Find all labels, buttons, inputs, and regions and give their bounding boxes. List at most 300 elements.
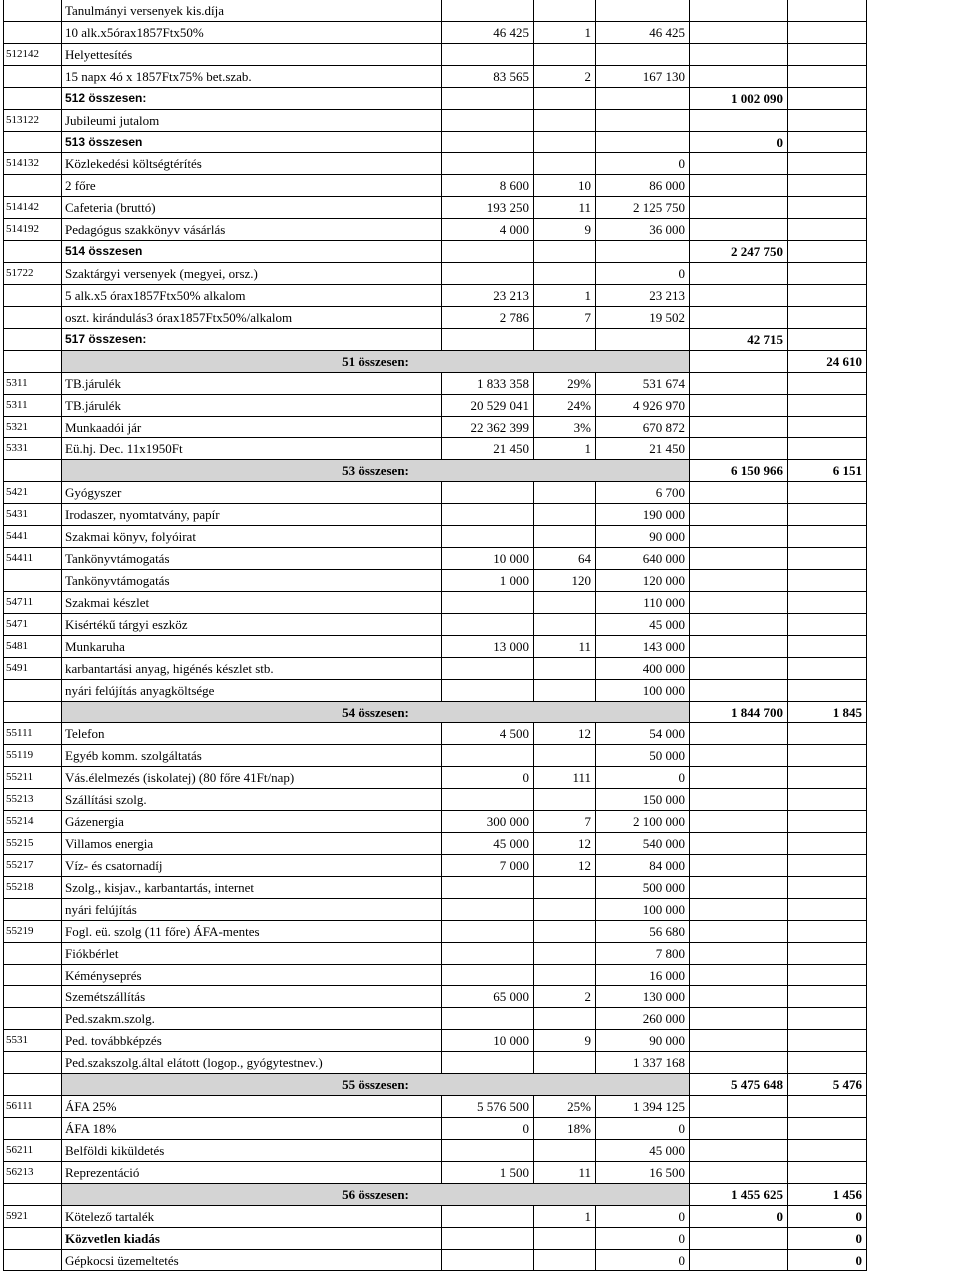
table-row bbox=[0, 1008, 960, 1030]
subtotal-value bbox=[690, 504, 788, 526]
subtotal-value bbox=[690, 44, 788, 66]
amount-cell: 50 000 bbox=[596, 745, 690, 767]
subtotal-value bbox=[690, 592, 788, 614]
total-value bbox=[788, 438, 867, 460]
subtotal-value bbox=[690, 373, 788, 395]
account-code-cell bbox=[3, 1228, 62, 1250]
table-row bbox=[0, 241, 960, 263]
total-value bbox=[788, 899, 867, 921]
account-code-cell: 55213 bbox=[3, 789, 62, 811]
quantity-cell: 25% bbox=[534, 1096, 596, 1118]
total-value bbox=[788, 745, 867, 767]
subtotal-value bbox=[690, 1096, 788, 1118]
account-code-cell: 5321 bbox=[3, 417, 62, 439]
total-value bbox=[788, 504, 867, 526]
account-code-cell: 55119 bbox=[3, 745, 62, 767]
unit-price-cell: 46 425 bbox=[442, 22, 534, 44]
subtotal-value bbox=[690, 789, 788, 811]
unit-price-cell bbox=[442, 745, 534, 767]
quantity-cell bbox=[534, 789, 596, 811]
amount-cell: 670 872 bbox=[596, 417, 690, 439]
unit-price-cell bbox=[442, 263, 534, 285]
quantity-cell bbox=[534, 899, 596, 921]
amount-cell: 90 000 bbox=[596, 526, 690, 548]
subtotal-value bbox=[690, 110, 788, 132]
amount-cell: 21 450 bbox=[596, 438, 690, 460]
quantity-cell: 111 bbox=[534, 767, 596, 789]
table-row bbox=[0, 1030, 960, 1052]
amount-cell bbox=[596, 329, 690, 351]
unit-price-cell bbox=[442, 614, 534, 636]
unit-price-cell: 300 000 bbox=[442, 811, 534, 833]
quantity-cell bbox=[534, 504, 596, 526]
amount-cell: 36 000 bbox=[596, 219, 690, 241]
total-value bbox=[788, 417, 867, 439]
account-code-cell bbox=[3, 460, 62, 482]
quantity-cell: 12 bbox=[534, 723, 596, 745]
amount-cell: 150 000 bbox=[596, 789, 690, 811]
subtotal-value bbox=[690, 197, 788, 219]
description-cell: Ped.szakm.szolg. bbox=[62, 1008, 442, 1030]
total-value: 1 845 bbox=[788, 702, 867, 724]
unit-price-cell bbox=[442, 1052, 534, 1074]
amount-cell: 110 000 bbox=[596, 592, 690, 614]
amount-cell: 90 000 bbox=[596, 1030, 690, 1052]
quantity-cell bbox=[534, 745, 596, 767]
description-cell: nyári felújítás bbox=[62, 899, 442, 921]
table-row bbox=[0, 132, 960, 154]
total-value bbox=[788, 723, 867, 745]
total-value: 24 610 bbox=[788, 351, 867, 373]
account-code-cell bbox=[3, 329, 62, 351]
table-row bbox=[0, 1162, 960, 1184]
unit-price-cell: 10 000 bbox=[442, 548, 534, 570]
table-row bbox=[0, 22, 960, 44]
description-cell: Szaktárgyi versenyek (megyei, orsz.) bbox=[62, 263, 442, 285]
account-code-cell: 5481 bbox=[3, 636, 62, 658]
account-code-cell: 56211 bbox=[3, 1140, 62, 1162]
subtotal-value bbox=[690, 1162, 788, 1184]
quantity-cell bbox=[534, 88, 596, 110]
total-value bbox=[788, 592, 867, 614]
account-code-cell: 5471 bbox=[3, 614, 62, 636]
table-row bbox=[0, 570, 960, 592]
unit-price-cell: 83 565 bbox=[442, 66, 534, 88]
amount-cell: 4 926 970 bbox=[596, 395, 690, 417]
total-value bbox=[788, 373, 867, 395]
description-cell: Kötelező tartalék bbox=[62, 1206, 442, 1228]
account-code-cell bbox=[3, 965, 62, 987]
account-code-cell bbox=[3, 66, 62, 88]
amount-cell bbox=[596, 0, 690, 22]
table-row bbox=[0, 965, 960, 987]
total-value bbox=[788, 1118, 867, 1140]
description-cell: oszt. kirándulás3 órax1857Ftx50%/alkalom bbox=[62, 307, 442, 329]
group-total-label: 53 összesen: bbox=[62, 460, 690, 482]
account-code-cell bbox=[3, 22, 62, 44]
quantity-cell bbox=[534, 482, 596, 504]
total-value bbox=[788, 658, 867, 680]
quantity-cell bbox=[534, 1228, 596, 1250]
subtotal-value bbox=[690, 417, 788, 439]
total-value bbox=[788, 855, 867, 877]
amount-cell: 45 000 bbox=[596, 614, 690, 636]
total-value bbox=[788, 153, 867, 175]
quantity-cell: 9 bbox=[534, 219, 596, 241]
quantity-cell: 24% bbox=[534, 395, 596, 417]
subtotal-value bbox=[690, 833, 788, 855]
table-row bbox=[0, 88, 960, 110]
amount-cell: 100 000 bbox=[596, 899, 690, 921]
quantity-cell: 120 bbox=[534, 570, 596, 592]
account-code-cell: 51722 bbox=[3, 263, 62, 285]
quantity-cell: 2 bbox=[534, 66, 596, 88]
subtotal-value bbox=[690, 723, 788, 745]
account-code-cell bbox=[3, 1250, 62, 1272]
description-cell: Cafeteria (bruttó) bbox=[62, 197, 442, 219]
table-row bbox=[0, 285, 960, 307]
quantity-cell: 1 bbox=[534, 22, 596, 44]
table-row bbox=[0, 329, 960, 351]
quantity-cell bbox=[534, 132, 596, 154]
unit-price-cell bbox=[442, 899, 534, 921]
description-cell: Közvetlen kiadás bbox=[62, 1228, 442, 1250]
description-cell: Telefon bbox=[62, 723, 442, 745]
unit-price-cell bbox=[442, 88, 534, 110]
unit-price-cell: 65 000 bbox=[442, 986, 534, 1008]
description-cell: Vás.élelmezés (iskolatej) (80 főre 41Ft/nap) bbox=[62, 767, 442, 789]
total-value: 0 bbox=[788, 1250, 867, 1272]
amount-cell: 23 213 bbox=[596, 285, 690, 307]
total-value bbox=[788, 877, 867, 899]
table-row bbox=[0, 219, 960, 241]
table-row bbox=[0, 1206, 960, 1228]
total-value bbox=[788, 1162, 867, 1184]
quantity-cell: 7 bbox=[534, 307, 596, 329]
account-code-cell bbox=[3, 175, 62, 197]
unit-price-cell: 1 500 bbox=[442, 1162, 534, 1184]
table-row bbox=[0, 592, 960, 614]
account-code-cell: 514132 bbox=[3, 153, 62, 175]
amount-cell: 190 000 bbox=[596, 504, 690, 526]
description-cell: Pedagógus szakkönyv vásárlás bbox=[62, 219, 442, 241]
amount-cell: 86 000 bbox=[596, 175, 690, 197]
quantity-cell bbox=[534, 658, 596, 680]
description-cell: Gépkocsi üzemeltetés bbox=[62, 1250, 442, 1272]
total-value: 0 bbox=[788, 1228, 867, 1250]
total-value bbox=[788, 263, 867, 285]
subtotal-value bbox=[690, 1008, 788, 1030]
account-code-cell bbox=[3, 570, 62, 592]
amount-cell: 0 bbox=[596, 1250, 690, 1272]
subtotal-value bbox=[690, 811, 788, 833]
amount-cell: 531 674 bbox=[596, 373, 690, 395]
account-code-cell bbox=[3, 351, 62, 373]
account-code-cell: 55211 bbox=[3, 767, 62, 789]
amount-cell bbox=[596, 88, 690, 110]
account-code-cell bbox=[3, 285, 62, 307]
description-cell: TB.járulék bbox=[62, 373, 442, 395]
account-code-cell bbox=[3, 1074, 62, 1096]
description-cell: Tankönyvtámogatás bbox=[62, 548, 442, 570]
subtotal-value bbox=[690, 1030, 788, 1052]
amount-cell: 540 000 bbox=[596, 833, 690, 855]
table-row bbox=[0, 921, 960, 943]
table-row bbox=[0, 44, 960, 66]
account-code-cell: 55218 bbox=[3, 877, 62, 899]
unit-price-cell: 23 213 bbox=[442, 285, 534, 307]
account-code-cell: 514142 bbox=[3, 197, 62, 219]
amount-cell bbox=[596, 132, 690, 154]
unit-price-cell: 4 500 bbox=[442, 723, 534, 745]
quantity-cell bbox=[534, 0, 596, 22]
quantity-cell: 10 bbox=[534, 175, 596, 197]
table-row bbox=[0, 899, 960, 921]
table-row bbox=[0, 153, 960, 175]
table-row bbox=[0, 680, 960, 702]
unit-price-cell: 20 529 041 bbox=[442, 395, 534, 417]
subtotal-value bbox=[690, 395, 788, 417]
subtotal-label: 513 összesen bbox=[62, 132, 442, 154]
account-code-cell bbox=[3, 702, 62, 724]
unit-price-cell bbox=[442, 110, 534, 132]
account-code-cell bbox=[3, 1052, 62, 1074]
total-value bbox=[788, 570, 867, 592]
unit-price-cell: 0 bbox=[442, 1118, 534, 1140]
total-value bbox=[788, 1008, 867, 1030]
table-row bbox=[0, 1052, 960, 1074]
table-row bbox=[0, 658, 960, 680]
table-row bbox=[0, 614, 960, 636]
unit-price-cell: 193 250 bbox=[442, 197, 534, 219]
unit-price-cell: 7 000 bbox=[442, 855, 534, 877]
total-value bbox=[788, 110, 867, 132]
subtotal-value: 0 bbox=[690, 132, 788, 154]
account-code-cell: 54411 bbox=[3, 548, 62, 570]
description-cell: 10 alk.x5órax1857Ftx50% bbox=[62, 22, 442, 44]
account-code-cell: 55111 bbox=[3, 723, 62, 745]
table-row bbox=[0, 723, 960, 745]
description-cell: 5 alk.x5 órax1857Ftx50% alkalom bbox=[62, 285, 442, 307]
description-cell: Fiókbérlet bbox=[62, 943, 442, 965]
account-code-cell bbox=[3, 88, 62, 110]
quantity-cell: 9 bbox=[534, 1030, 596, 1052]
description-cell: Jubileumi jutalom bbox=[62, 110, 442, 132]
total-value bbox=[788, 833, 867, 855]
amount-cell: 19 502 bbox=[596, 307, 690, 329]
table-row bbox=[0, 460, 960, 482]
subtotal-value: 1 844 700 bbox=[690, 702, 788, 724]
subtotal-value bbox=[690, 351, 788, 373]
quantity-cell: 3% bbox=[534, 417, 596, 439]
account-code-cell: 5491 bbox=[3, 658, 62, 680]
unit-price-cell: 8 600 bbox=[442, 175, 534, 197]
quantity-cell bbox=[534, 614, 596, 636]
unit-price-cell bbox=[442, 1008, 534, 1030]
amount-cell: 400 000 bbox=[596, 658, 690, 680]
total-value bbox=[788, 1052, 867, 1074]
unit-price-cell: 1 000 bbox=[442, 570, 534, 592]
amount-cell: 640 000 bbox=[596, 548, 690, 570]
subtotal-value bbox=[690, 1250, 788, 1272]
account-code-cell: 55215 bbox=[3, 833, 62, 855]
total-value: 0 bbox=[788, 1206, 867, 1228]
amount-cell: 0 bbox=[596, 1118, 690, 1140]
description-cell: nyári felújítás anyagköltsége bbox=[62, 680, 442, 702]
unit-price-cell bbox=[442, 921, 534, 943]
account-code-cell: 5531 bbox=[3, 1030, 62, 1052]
total-value bbox=[788, 965, 867, 987]
description-cell: Ped. továbbképzés bbox=[62, 1030, 442, 1052]
unit-price-cell bbox=[442, 658, 534, 680]
description-cell: 2 főre bbox=[62, 175, 442, 197]
table-row bbox=[0, 263, 960, 285]
quantity-cell: 18% bbox=[534, 1118, 596, 1140]
amount-cell: 0 bbox=[596, 1206, 690, 1228]
amount-cell: 0 bbox=[596, 263, 690, 285]
amount-cell: 45 000 bbox=[596, 1140, 690, 1162]
description-cell: Szakmai könyv, folyóirat bbox=[62, 526, 442, 548]
account-code-cell: 55214 bbox=[3, 811, 62, 833]
total-value bbox=[788, 395, 867, 417]
account-code-cell bbox=[3, 241, 62, 263]
description-cell: ÁFA 25% bbox=[62, 1096, 442, 1118]
amount-cell bbox=[596, 110, 690, 132]
description-cell: Tankönyvtámogatás bbox=[62, 570, 442, 592]
total-value bbox=[788, 789, 867, 811]
total-value bbox=[788, 986, 867, 1008]
table-row bbox=[0, 351, 960, 373]
table-row bbox=[0, 395, 960, 417]
group-total-label: 51 összesen: bbox=[62, 351, 690, 373]
quantity-cell bbox=[534, 1250, 596, 1272]
description-cell: karbantartási anyag, higénés készlet stb. bbox=[62, 658, 442, 680]
total-value bbox=[788, 175, 867, 197]
quantity-cell bbox=[534, 1008, 596, 1030]
account-code-cell bbox=[3, 307, 62, 329]
quantity-cell bbox=[534, 921, 596, 943]
table-row bbox=[0, 482, 960, 504]
table-row bbox=[0, 373, 960, 395]
unit-price-cell: 4 000 bbox=[442, 219, 534, 241]
unit-price-cell: 10 000 bbox=[442, 1030, 534, 1052]
subtotal-value: 2 247 750 bbox=[690, 241, 788, 263]
table-row bbox=[0, 417, 960, 439]
total-value bbox=[788, 219, 867, 241]
account-code-cell bbox=[3, 1184, 62, 1206]
description-cell: Eü.hj. Dec. 11x1950Ft bbox=[62, 438, 442, 460]
quantity-cell: 12 bbox=[534, 833, 596, 855]
table-row bbox=[0, 1074, 960, 1096]
total-value bbox=[788, 614, 867, 636]
quantity-cell bbox=[534, 44, 596, 66]
amount-cell: 16 500 bbox=[596, 1162, 690, 1184]
total-value: 6 151 bbox=[788, 460, 867, 482]
total-value bbox=[788, 943, 867, 965]
amount-cell: 6 700 bbox=[596, 482, 690, 504]
quantity-cell: 2 bbox=[534, 986, 596, 1008]
subtotal-value bbox=[690, 307, 788, 329]
amount-cell: 100 000 bbox=[596, 680, 690, 702]
subtotal-value bbox=[690, 219, 788, 241]
table-row bbox=[0, 877, 960, 899]
description-cell: Helyettesítés bbox=[62, 44, 442, 66]
account-code-cell: 55217 bbox=[3, 855, 62, 877]
subtotal-value: 1 002 090 bbox=[690, 88, 788, 110]
description-cell: Gázenergia bbox=[62, 811, 442, 833]
unit-price-cell bbox=[442, 1206, 534, 1228]
description-cell: Kéményseprés bbox=[62, 965, 442, 987]
table-row bbox=[0, 438, 960, 460]
subtotal-value bbox=[690, 745, 788, 767]
total-value bbox=[788, 482, 867, 504]
subtotal-value bbox=[690, 175, 788, 197]
subtotal-label: 512 összesen: bbox=[62, 88, 442, 110]
account-code-cell bbox=[3, 986, 62, 1008]
description-cell: Szemétszállítás bbox=[62, 986, 442, 1008]
subtotal-value bbox=[690, 965, 788, 987]
table-row bbox=[0, 702, 960, 724]
quantity-cell bbox=[534, 1052, 596, 1074]
amount-cell: 54 000 bbox=[596, 723, 690, 745]
amount-cell: 143 000 bbox=[596, 636, 690, 658]
quantity-cell bbox=[534, 592, 596, 614]
quantity-cell bbox=[534, 680, 596, 702]
amount-cell: 84 000 bbox=[596, 855, 690, 877]
unit-price-cell bbox=[442, 592, 534, 614]
unit-price-cell bbox=[442, 0, 534, 22]
table-row bbox=[0, 1250, 960, 1272]
subtotal-value: 42 715 bbox=[690, 329, 788, 351]
quantity-cell: 11 bbox=[534, 636, 596, 658]
quantity-cell bbox=[534, 877, 596, 899]
amount-cell bbox=[596, 44, 690, 66]
subtotal-value bbox=[690, 526, 788, 548]
amount-cell: 500 000 bbox=[596, 877, 690, 899]
description-cell: Egyéb komm. szolgáltatás bbox=[62, 745, 442, 767]
description-cell: Közlekedési költségtérítés bbox=[62, 153, 442, 175]
total-value bbox=[788, 0, 867, 22]
account-code-cell: 56213 bbox=[3, 1162, 62, 1184]
amount-cell: 2 100 000 bbox=[596, 811, 690, 833]
quantity-cell bbox=[534, 526, 596, 548]
table-row bbox=[0, 811, 960, 833]
subtotal-value bbox=[690, 1118, 788, 1140]
account-code-cell: 5311 bbox=[3, 395, 62, 417]
subtotal-value bbox=[690, 153, 788, 175]
description-cell: Kisértékű tárgyi eszköz bbox=[62, 614, 442, 636]
group-total-label: 54 összesen: bbox=[62, 702, 690, 724]
amount-cell: 167 130 bbox=[596, 66, 690, 88]
account-code-cell bbox=[3, 943, 62, 965]
table-row bbox=[0, 0, 960, 22]
subtotal-value bbox=[690, 877, 788, 899]
amount-cell: 130 000 bbox=[596, 986, 690, 1008]
amount-cell: 0 bbox=[596, 767, 690, 789]
account-code-cell: 5441 bbox=[3, 526, 62, 548]
account-code-cell: 54711 bbox=[3, 592, 62, 614]
subtotal-value: 0 bbox=[690, 1206, 788, 1228]
total-value bbox=[788, 88, 867, 110]
quantity-cell bbox=[534, 943, 596, 965]
unit-price-cell: 2 786 bbox=[442, 307, 534, 329]
table-row bbox=[0, 986, 960, 1008]
unit-price-cell bbox=[442, 680, 534, 702]
quantity-cell: 12 bbox=[534, 855, 596, 877]
subtotal-value: 5 475 648 bbox=[690, 1074, 788, 1096]
subtotal-value bbox=[690, 548, 788, 570]
subtotal-value bbox=[690, 855, 788, 877]
